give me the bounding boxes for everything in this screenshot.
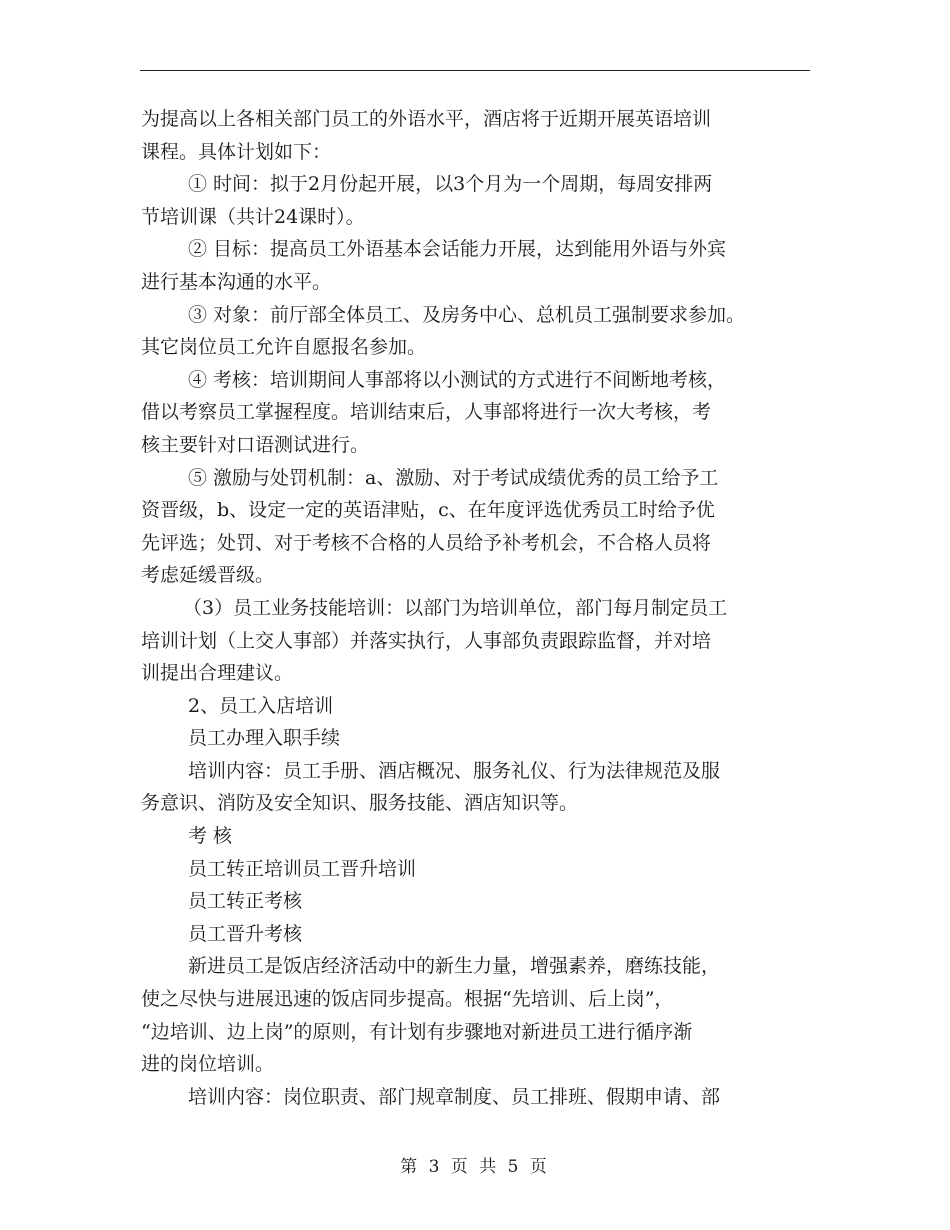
text-line: 借以考察员工掌握程度。培训结束后，人事部将进行一次大考核，考 (141, 401, 712, 424)
text-line: 其它岗位员工允许自愿报名参加。 (141, 336, 427, 359)
text-line: 员工办理入职手续 (188, 727, 341, 750)
text-line: 资晋级，b、设定一定的英语津贴，c、在年度评选优秀员工时给予优 (141, 499, 715, 522)
text-line: 新进员工是饭店经济活动中的新生力量，增强素养，磨练技能， (188, 955, 721, 978)
text-line: 员工转正考核 (188, 890, 303, 913)
text-line: 为提高以上各相关部门员工的外语水平，酒店将于近期开展英语培训 (141, 108, 712, 130)
document-body (141, 103, 813, 1113)
text-line: ① 时间：拟于2月份起开展，以3个月为一个周期，每周安排两 (188, 173, 713, 196)
text-line: 核主要针对口语测试进行。 (141, 433, 370, 456)
text-line: 务意识、消防及安全知识、服务技能、酒店知识等。 (141, 792, 579, 815)
text-line: 培训内容：员工手册、酒店概况、服务礼仪、行为法律规范及服 (188, 759, 721, 782)
text-line: 节培训课（共计24课时）。 (141, 205, 365, 228)
text-line: ③ 对象：前厅部全体员工、及房务中心、总机员工强制要求参加。 (188, 303, 746, 326)
header-rule (140, 70, 810, 71)
text-line: ④ 考核：培训期间人事部将以小测试的方式进行不间断地考核， (188, 368, 727, 391)
text-line: 员工晋升考核 (188, 922, 303, 945)
text-line: 使之尽快与进展迅速的饭店同步提高。根据“先培训、后上岗”， (141, 988, 674, 1011)
text-line: 课程。具体计划如下： (141, 140, 332, 163)
text-line: 进的岗位培训。 (141, 1053, 275, 1076)
text-line: 考 核 (188, 825, 233, 848)
text-line: 培训计划（上交人事部）并落实执行，人事部负责跟踪监督，并对培 (141, 629, 712, 652)
text-line: 2、员工入店培训 (188, 694, 334, 717)
text-line: 考虑延缓晋级。 (141, 564, 275, 587)
text-line: 训提出合理建议。 (141, 662, 294, 685)
text-line: 先评选；处罚、对于考核不合格的人员给予补考机会，不合格人员将 (141, 531, 712, 554)
text-line: ⑤ 激励与处罚机制：a、激励、对于考试成绩优秀的员工给予工 (188, 466, 719, 489)
text-line: 员工转正培训员工晋升培训 (188, 857, 417, 880)
text-line: “边培训、边上岗”的原则，有计划有步骤地对新进员工进行循序渐 (141, 1020, 693, 1043)
text-line: （3）员工业务技能培训：以部门为培训单位，部门每月制定员工 (183, 596, 728, 619)
page-number: 第 3 页 共 5 页 (400, 1157, 550, 1177)
text-line: 进行基本沟通的水平。 (141, 270, 332, 293)
text-line: 培训内容：岗位职责、部门规章制度、员工排班、假期申请、部 (188, 1085, 721, 1108)
text-line: ② 目标：提高员工外语基本会话能力开展，达到能用外语与外宾 (188, 238, 727, 261)
